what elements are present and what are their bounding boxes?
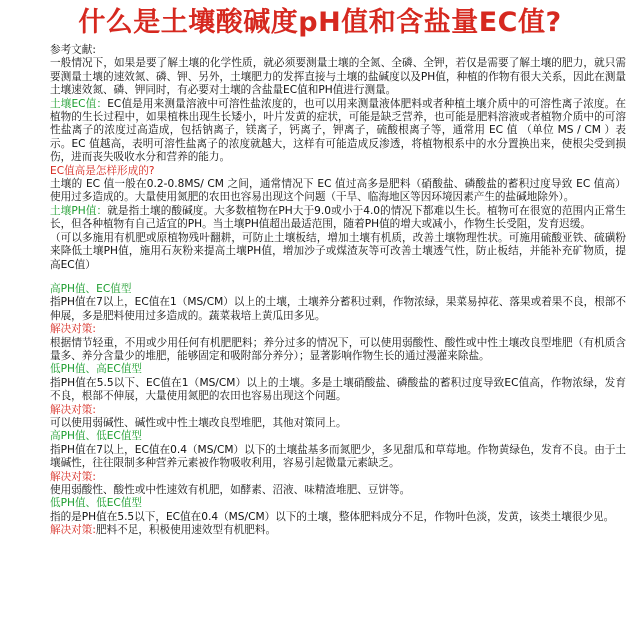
ec-text: EC值是用来测量溶液中可溶性盐浓度的，也可以用来测量液体肥料或者种植土壤介质中的可溶性离子浓度。在植物的生长过程中，如果植株出现生长矮小，叶片发黄的症状，可能是缺乏营养，也可能是肥料溶液或者植物介质中的可溶性盐离子的浓度过高造成，包括钠离子，镁离子，钙离子，钾离子，硫酸根离子等，通常用 EC 值 （单位 MS / CM ）表示。EC 值越高，表明可溶性盐离子的浓度就越大，这样有可能造成反渗透，将植物根系中的水分置换出来，使根尖受到损伤，进而丧失吸收水分和营养的能力。 (50, 97, 627, 164)
page-title: 什么是土壤酸碱度pH值和含盐量EC值? (78, 7, 562, 38)
solution-text: 可以使用弱碱性、碱性或中性土壤改良型堆肥，其他对策同上。 (50, 416, 347, 429)
case-heading: 高PH值、低EC值型 (50, 430, 143, 443)
case-description: 指PH值在7以上，EC值在0.4（MS/CM）以下的土壤盐基多而氮肥少，多见甜瓜和草莓地。作物黄绿色，发育不良。由于土壤碱性，往往限制多种营养元素被作物吸收利用，容易引起微量元素缺乏。 (50, 443, 626, 470)
ph-text: 就是指土壤的酸碱度。大多数植物在PH大于9.0或小于4.0的情况下都难以生长。植物可在很宽的范围内正常生长，但各种植物有自己适宜的PH。当土壤PH值超出最适范围，随着PH值的增大或减小，作物生长受阻，发育迟缓。 (50, 204, 626, 231)
ec-high-heading: EC值高是怎样形成的? (50, 164, 155, 177)
solution-label: 解决对策: (50, 470, 96, 483)
solution-text: 使用弱酸性、酸性或中性速效有机肥，如酵素、沼液、味精渣堆肥、豆饼等。 (50, 484, 411, 496)
solution-label: 解决对策: (50, 403, 96, 416)
intro-paragraph: 一般情况下，如果是要了解土壤的化学性质，就必须要测量土壤的全氮、全磷、全钾，若仅是需要了解土壤的肥力，就只需要测量土壤的速效氮、磷、钾、另外，土壤肥力的发挥直接与土壤的盐碱度以及PH值，种植的作物有很大关系，因此在测量土壤速效氮、磷、钾同时，有必要对土壤的含盐量EC值和PH值进行测量。 (50, 57, 626, 97)
ph-section (50, 205, 626, 232)
case-heading: 高PH值、EC值型 (50, 282, 132, 295)
solution-text: 根据情节轻重，不用或少用任何有机肥肥料；养分过多的情况下，可以使用弱酸性、酸性或中性土壤改良型堆肥（有机质含量多、养分含量少的堆肥，能够固定和吸附部分养分）；显著影响作物生长的通过漫灌来除盐。 (50, 336, 626, 362)
ph-note: （可以多施用有机肥或原植物残叶翻耕，可防止土壤板结，增加土壤有机质，改善土壤物理性状。可施用硫酸亚铁、硫磺粉来降低土壤PH值，施用石灰粉来提高土壤PH值，增加沙子或煤渣灰等可改善土壤透气性，防止板结，并能补充矿物质，提高EC值） (50, 231, 626, 271)
solution-text: 肥料不足，积极使用速效型有机肥料。 (95, 524, 277, 537)
case-heading: 低PH值、低EC值型 (50, 497, 143, 510)
case-heading: 低PH值、高EC值型 (50, 363, 143, 376)
solution-label: 解决对策: (50, 323, 96, 336)
case-description: 指的是PH值在5.5以下，EC值在0.4（MS/CM）以下的土壤，整体肥料成分不足，作物叶色淡，发黄，该类土壤很少见。 (50, 510, 615, 523)
ec-label: 土壤EC值： (50, 97, 108, 110)
final-solution (50, 524, 626, 537)
case-description: 指PH值在7以上，EC值在1（MS/CM）以上的土壤，土壤养分蓄积过剩，作物浓绿，果菜易掉花、落果或着果不良，根部不伸展，多是肥料使用过多造成的。蔬菜栽培上黄瓜田多见。 (50, 296, 626, 322)
solution-label: 解决对策: (50, 524, 96, 537)
reference-label: 参考文献: (50, 44, 96, 56)
section-gap (50, 272, 626, 283)
ec-high-text: 土壤的 EC 值一般在0.2-0.8MS/ CM 之间，通常情况下 EC 值过高多是肥料（硝酸盐、磷酸盐的蓄积过度导致 EC 值高）使用过多造成的。大量使用氮肥的农田也容易出现这个问题（干旱、临海地区等因环境因素产生的盐碱地除外）。 (50, 178, 626, 204)
ph-label: 土壤PH值： (50, 204, 108, 217)
case-description: 指PH值在5.5以下、EC值在1（MS/CM）以上的土壤。多是土壤硝酸盐、磷酸盐的蓄积过度导致EC值高，作物浓绿，发育不良，根部不伸展，大量使用氮肥的农田也容易出现这个问题。 (50, 376, 626, 403)
ec-section (50, 98, 626, 165)
